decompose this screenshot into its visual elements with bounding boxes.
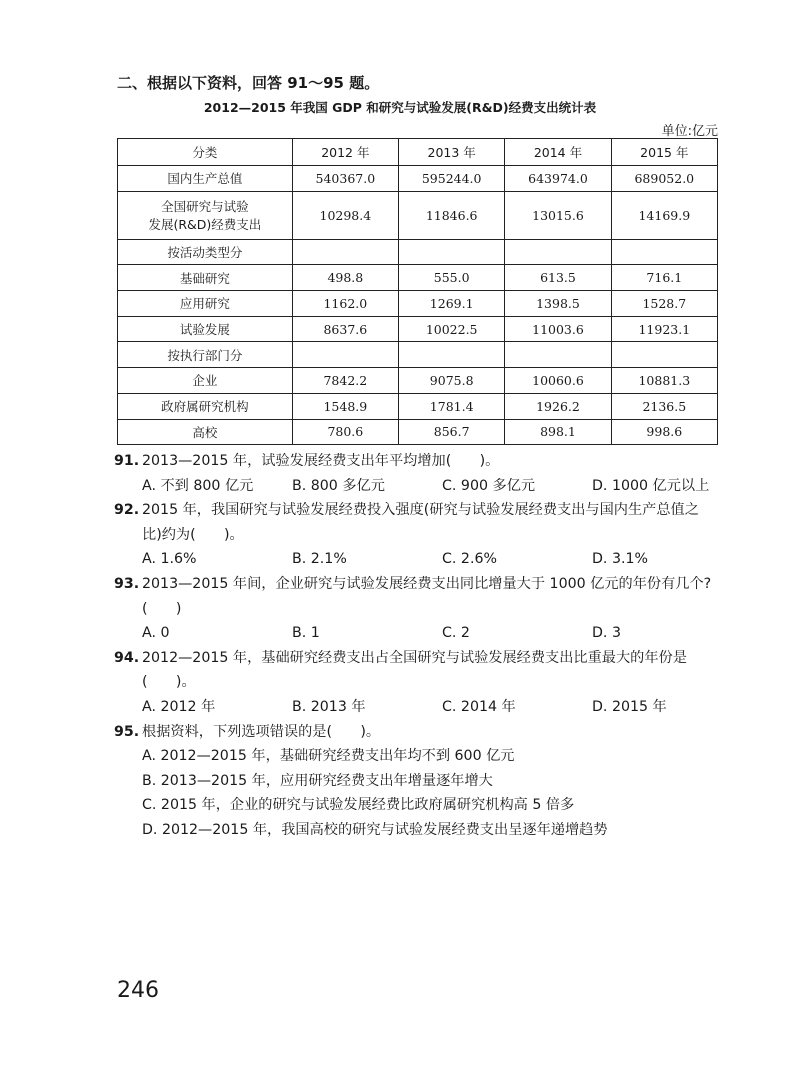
question-91 [114,449,727,474]
option-b[interactable]: B. 2013 年 [292,698,366,715]
question-95 [114,720,727,745]
row-label: 政府属研究机构 [118,393,293,419]
page-number: 246 [117,978,159,1003]
question-stem-continued: 比)约为( )。 [142,526,244,543]
table-row [118,265,718,291]
cell-value: 498.8 [292,265,398,291]
cell-value: 11923.1 [611,316,717,342]
cell-value: 9075.8 [399,368,505,394]
question-stem: 2013—2015 年，试验发展经费支出年平均增加( )。 [142,453,500,469]
option-a[interactable]: A. 1.6% [142,551,197,568]
statistics-table [117,138,718,445]
question-number: 95. [114,723,140,740]
unit-label: 单位:亿元 [661,124,718,139]
table-group-row [118,342,718,368]
cell-value: 856.7 [399,419,505,445]
cell-value: 14169.9 [611,191,717,239]
option-b[interactable]: B. 2013—2015 年，应用研究经费支出年增量逐年增大 [142,772,493,789]
table-row [118,316,718,342]
option-c[interactable]: C. 2014 年 [442,698,516,715]
option-a[interactable]: A. 2012 年 [142,698,216,715]
option-d[interactable]: D. 1000 亿元以上 [592,477,710,494]
cell-value: 1398.5 [505,291,611,317]
cell-value: 11003.6 [505,316,611,342]
table-row [118,368,718,394]
header-2013: 2013 年 [399,139,505,166]
cell-value: 780.6 [292,419,398,445]
question-number: 91. [114,453,140,469]
cell-value: 613.5 [505,265,611,291]
cell-value: 1926.2 [505,393,611,419]
question-94 [114,646,727,671]
cell-value: 13015.6 [505,191,611,239]
cell-value: 10060.6 [505,368,611,394]
option-c[interactable]: C. 2.6% [442,551,497,568]
option-d[interactable]: D. 2015 年 [592,698,667,715]
cell-value: 11846.6 [399,191,505,239]
cell-value: 716.1 [611,265,717,291]
header-category: 分类 [118,139,293,166]
option-a[interactable]: A. 0 [142,625,170,642]
header-2012: 2012 年 [292,139,398,166]
cell-value: 1269.1 [399,291,505,317]
cell-value: 1528.7 [611,291,717,317]
cell-value: 540367.0 [292,166,398,192]
option-d[interactable]: D. 3 [592,625,621,642]
option-c[interactable]: C. 2015 年，企业的研究与试验发展经费比政府属研究机构高 5 倍多 [142,797,575,814]
cell-value: 10022.5 [399,316,505,342]
cell-value: 10298.4 [292,191,398,239]
group-label: 按活动类型分 [118,239,293,265]
table-row [118,166,718,192]
question-stem-continued: ( ) [142,600,182,617]
table-row [118,291,718,317]
options-row [117,547,727,572]
row-label: 国内生产总值 [118,166,293,192]
option-b[interactable]: B. 2.1% [292,551,347,568]
option-d[interactable]: D. 3.1% [592,551,648,568]
group-label: 按执行部门分 [118,342,293,368]
option-d[interactable]: D. 2012—2015 年，我国高校的研究与试验发展经费支出呈逐年递增趋势 [142,821,608,838]
question-number: 92. [114,502,140,519]
question-93 [114,572,727,597]
table-header-row [118,139,718,166]
options-row [117,621,727,646]
cell-value: 595244.0 [399,166,505,192]
question-number: 94. [114,649,140,666]
option-a[interactable]: A. 2012—2015 年，基础研究经费支出年均不到 600 亿元 [142,748,515,765]
row-label: 试验发展 [118,316,293,342]
question-stem-continued: ( )。 [142,674,196,691]
question-stem: 2013—2015 年间，企业研究与试验发展经费支出同比增量大于 1000 亿元的年份有几个? [142,575,712,592]
cell-value: 555.0 [399,265,505,291]
option-b[interactable]: B. 800 多亿元 [292,477,385,494]
table-row [118,419,718,445]
cell-value: 1781.4 [399,393,505,419]
table-title: 2012—2015 年我国 GDP 和研究与试验发展(R&D)经费支出统计表 [203,100,597,115]
row-label: 应用研究 [118,291,293,317]
question-stem: 2012—2015 年，基础研究经费支出占全国研究与试验发展经费支出比重最大的年份是 [142,649,687,666]
row-label-line2: 发展(R&D)经费支出 [148,217,262,233]
cell-value: 689052.0 [611,166,717,192]
cell-value: 7842.2 [292,368,398,394]
cell-value: 643974.0 [505,166,611,192]
options-row [117,474,727,499]
option-b[interactable]: B. 1 [292,625,320,642]
row-label: 基础研究 [118,265,293,291]
table-row [118,191,718,239]
cell-value: 1548.9 [292,393,398,419]
row-label: 高校 [118,419,293,445]
question-stem: 根据资料，下列选项错误的是( )。 [142,723,381,740]
row-label [118,191,293,239]
table-row [118,393,718,419]
header-2014: 2014 年 [505,139,611,166]
header-2015: 2015 年 [611,139,717,166]
options-row [117,695,727,720]
question-92 [114,498,727,523]
row-label: 企业 [118,368,293,394]
cell-value: 898.1 [505,419,611,445]
cell-value: 10881.3 [611,368,717,394]
option-c[interactable]: C. 900 多亿元 [442,477,536,494]
option-c[interactable]: C. 2 [442,625,470,642]
cell-value: 998.6 [611,419,717,445]
cell-value: 2136.5 [611,393,717,419]
question-stem: 2015 年，我国研究与试验发展经费投入强度(研究与试验发展经费支出与国内生产总值之 [142,502,699,519]
section-title: 二、根据以下资料，回答 91～95 题。 [117,74,380,92]
row-label-line1: 全国研究与试验 [161,199,249,215]
option-a[interactable]: A. 不到 800 亿元 [142,477,254,494]
cell-value: 8637.6 [292,316,398,342]
question-number: 93. [114,575,140,592]
table-group-row [118,239,718,265]
cell-value: 1162.0 [292,291,398,317]
question-list [114,449,727,843]
